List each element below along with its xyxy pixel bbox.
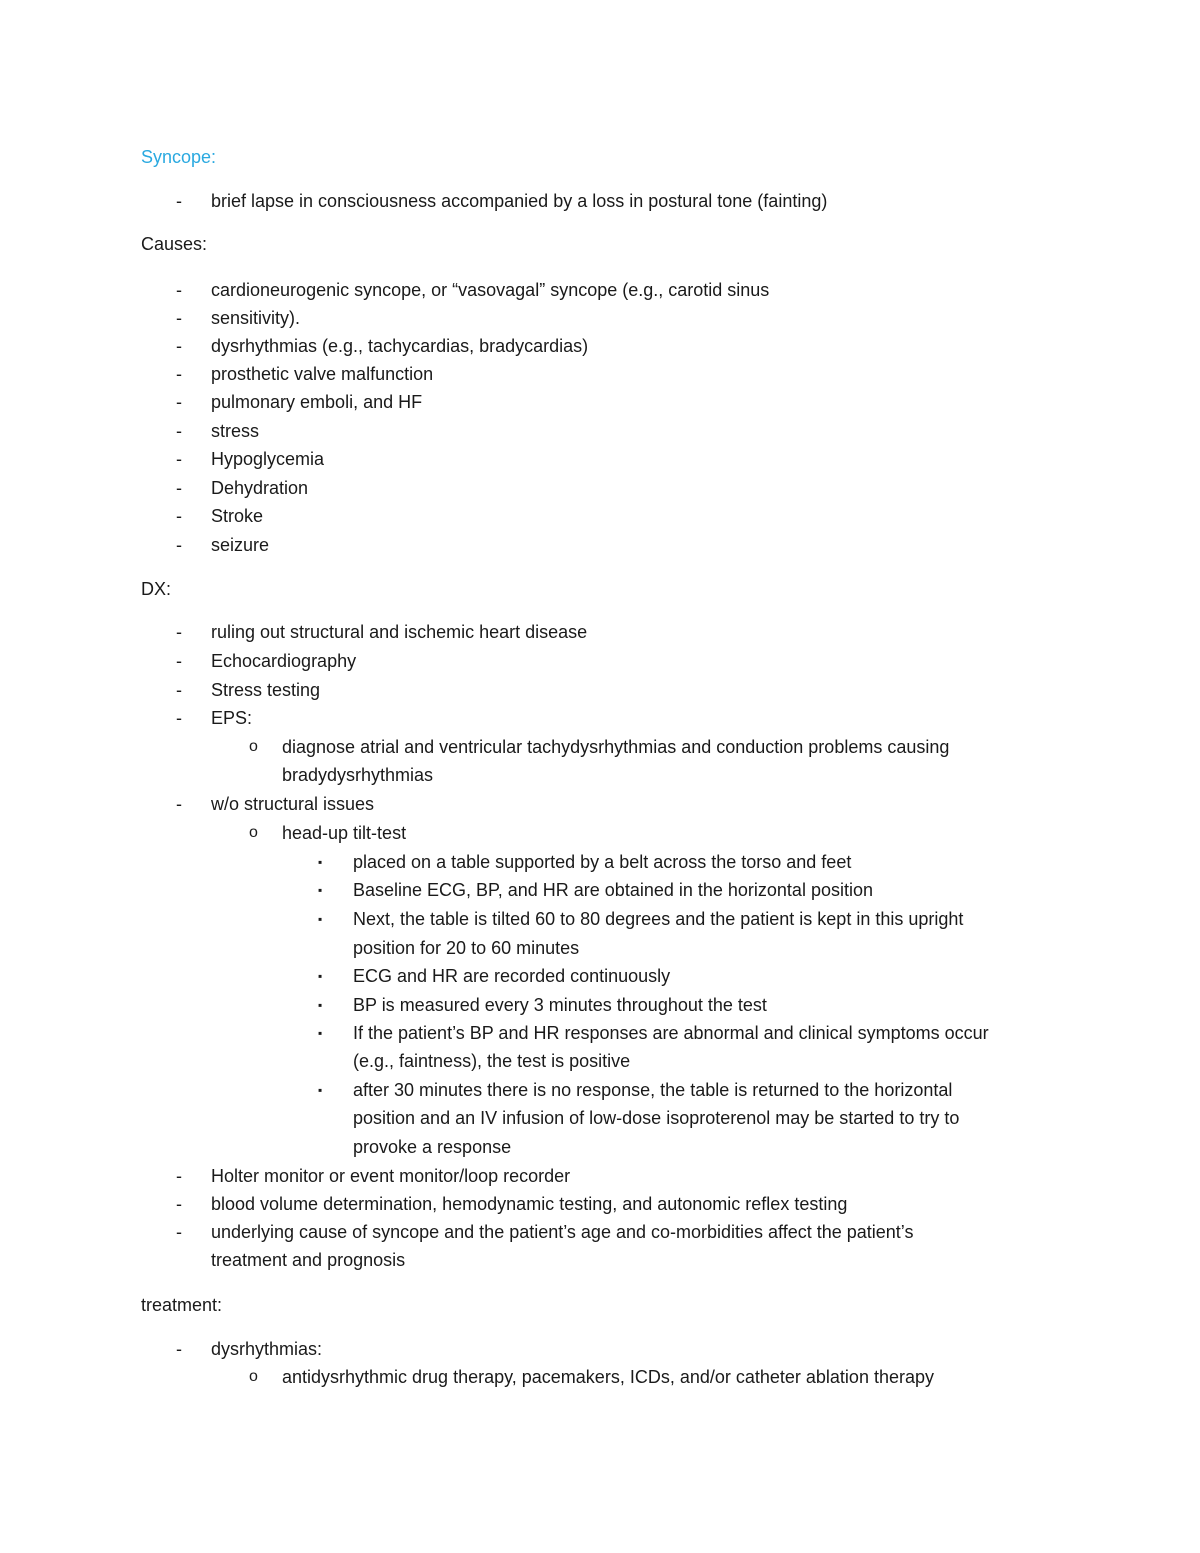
dx-heading: DX: bbox=[141, 579, 172, 599]
dx-item: underlying cause of syncope and the patient’s age and co-morbidities affect the patient’s bbox=[211, 1222, 914, 1242]
dx-subitem-continued: bradydysrhythmias bbox=[282, 765, 434, 785]
cause-item: sensitivity). bbox=[211, 308, 301, 328]
circle-bullet: o bbox=[249, 738, 258, 755]
dash-bullet: - bbox=[176, 421, 182, 441]
treatment-item: dysrhythmias: bbox=[211, 1339, 323, 1359]
tilt-step-continued: provoke a response bbox=[353, 1137, 512, 1157]
square-bullet: ▪ bbox=[318, 1083, 323, 1097]
square-bullet: ▪ bbox=[318, 1026, 323, 1040]
cause-item: stress bbox=[211, 421, 260, 441]
dx-item: blood volume determination, hemodynamic testing, and autonomic reflex testing bbox=[211, 1194, 848, 1214]
dash-bullet: - bbox=[176, 392, 182, 412]
tilt-step-continued: position for 20 to 60 minutes bbox=[353, 938, 580, 958]
dx-item: Holter monitor or event monitor/loop recorder bbox=[211, 1166, 571, 1186]
dash-bullet: - bbox=[176, 1166, 182, 1186]
dash-bullet: - bbox=[176, 651, 182, 671]
dx-subitem: diagnose atrial and ventricular tachydysrhythmias and conduction problems causing bbox=[282, 737, 950, 757]
circle-bullet: o bbox=[249, 1368, 258, 1385]
dx-subitem: head-up tilt-test bbox=[282, 823, 407, 843]
dash-bullet: - bbox=[176, 622, 182, 642]
cause-item: Stroke bbox=[211, 506, 264, 526]
dash-bullet: - bbox=[176, 191, 182, 211]
cause-item: Dehydration bbox=[211, 478, 309, 498]
square-bullet: ▪ bbox=[318, 998, 323, 1012]
tilt-step: ECG and HR are recorded continuously bbox=[353, 966, 671, 986]
dash-bullet: - bbox=[176, 478, 182, 498]
treatment-subitem: antidysrhythmic drug therapy, pacemakers, ICDs, and/or catheter ablation therapy bbox=[282, 1367, 934, 1387]
definition-text: brief lapse in consciousness accompanied by a loss in postural tone (fainting) bbox=[211, 191, 828, 211]
cause-item: prosthetic valve malfunction bbox=[211, 364, 434, 384]
treatment-heading: treatment: bbox=[141, 1295, 223, 1315]
square-bullet: ▪ bbox=[318, 883, 323, 897]
document-title: Syncope: bbox=[141, 147, 217, 167]
dash-bullet: - bbox=[176, 1194, 182, 1214]
dash-bullet: - bbox=[176, 1222, 182, 1242]
tilt-step: Baseline ECG, BP, and HR are obtained in the horizontal position bbox=[353, 880, 873, 900]
dash-bullet: - bbox=[176, 535, 182, 555]
dash-bullet: - bbox=[176, 708, 182, 728]
square-bullet: ▪ bbox=[318, 855, 323, 869]
dx-item: Echocardiography bbox=[211, 651, 357, 671]
dash-bullet: - bbox=[176, 449, 182, 469]
cause-item: cardioneurogenic syncope, or “vasovagal” syncope (e.g., carotid sinus bbox=[211, 280, 770, 300]
cause-item: dysrhythmias (e.g., tachycardias, bradycardias) bbox=[211, 336, 589, 356]
dash-bullet: - bbox=[176, 506, 182, 526]
square-bullet: ▪ bbox=[318, 912, 323, 926]
tilt-step: If the patient’s BP and HR responses are abnormal and clinical symptoms occur bbox=[353, 1023, 989, 1043]
tilt-step-continued: (e.g., faintness), the test is positive bbox=[353, 1051, 631, 1071]
dx-item: EPS: bbox=[211, 708, 253, 728]
tilt-step: Next, the table is tilted 60 to 80 degrees and the patient is kept in this upright bbox=[353, 909, 964, 929]
tilt-step-continued: position and an IV infusion of low-dose isoproterenol may be started to try to bbox=[353, 1108, 960, 1128]
square-bullet: ▪ bbox=[318, 969, 323, 983]
dash-bullet: - bbox=[176, 1339, 182, 1359]
dx-item: Stress testing bbox=[211, 680, 321, 700]
dx-item: w/o structural issues bbox=[211, 794, 375, 814]
tilt-step: BP is measured every 3 minutes throughout the test bbox=[353, 995, 767, 1015]
cause-item: Hypoglycemia bbox=[211, 449, 325, 469]
cause-item: seizure bbox=[211, 535, 270, 555]
causes-heading: Causes: bbox=[141, 234, 208, 254]
dash-bullet: - bbox=[176, 680, 182, 700]
cause-item: pulmonary emboli, and HF bbox=[211, 392, 423, 412]
dash-bullet: - bbox=[176, 336, 182, 356]
dx-item-continued: treatment and prognosis bbox=[211, 1250, 406, 1270]
circle-bullet: o bbox=[249, 824, 258, 841]
dash-bullet: - bbox=[176, 308, 182, 328]
tilt-step: placed on a table supported by a belt across the torso and feet bbox=[353, 852, 852, 872]
dash-bullet: - bbox=[176, 280, 182, 300]
tilt-step: after 30 minutes there is no response, the table is returned to the horizontal bbox=[353, 1080, 953, 1100]
dash-bullet: - bbox=[176, 364, 182, 384]
dash-bullet: - bbox=[176, 794, 182, 814]
dx-item: ruling out structural and ischemic heart disease bbox=[211, 622, 588, 642]
